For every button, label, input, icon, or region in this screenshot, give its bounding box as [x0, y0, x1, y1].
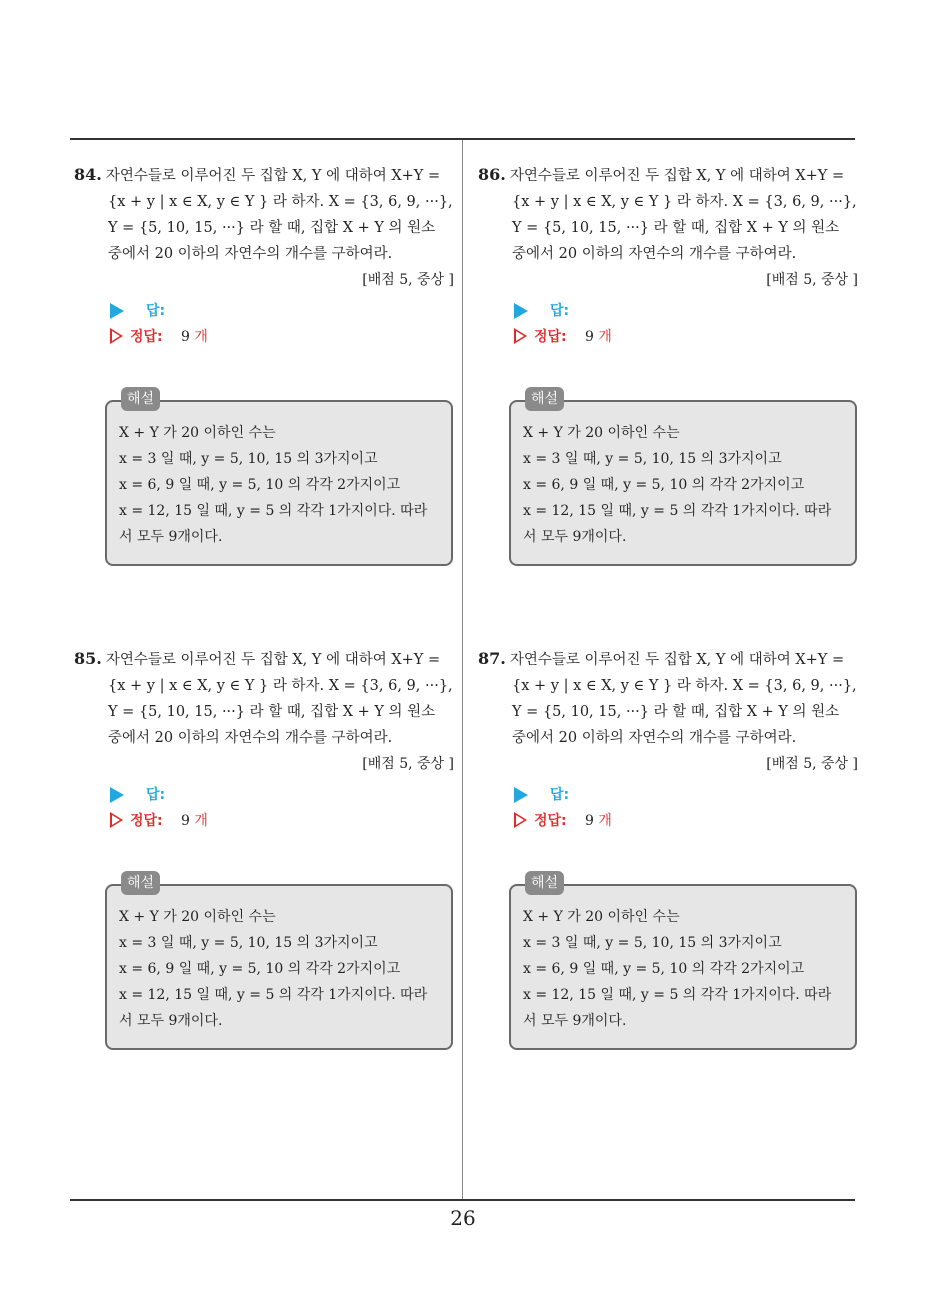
solution-tag: 해설	[121, 871, 160, 895]
question-line-1	[74, 162, 458, 189]
question-line-1	[74, 646, 458, 673]
solution-line: x = 3 일 때, y = 5, 10, 15 의 3가지이고	[119, 935, 378, 951]
question-text: 자연수들로 이루어진 두 집합 X, Y 에 대하여 X+Y =	[509, 652, 845, 668]
problem-84	[74, 162, 458, 349]
bottom-rule	[70, 1199, 855, 1201]
problem-85	[74, 646, 458, 833]
answer-row	[478, 781, 862, 807]
outline-triangle-icon	[110, 812, 123, 828]
correct-value	[585, 810, 612, 830]
problem-86	[478, 162, 862, 349]
solution-line: x = 12, 15 일 때, y = 5 의 각각 1가지이다. 따라	[119, 987, 428, 1003]
problem-number: 86.	[478, 165, 506, 184]
solution-tag: 해설	[525, 387, 564, 411]
solution-line: X + Y 가 20 이하인 수는	[523, 909, 680, 925]
question-line-3: Y = {5, 10, 15, ···} 라 할 때, 집합 X + Y 의 원소	[512, 220, 840, 236]
solution-line: x = 12, 15 일 때, y = 5 의 각각 1가지이다. 따라	[523, 987, 832, 1003]
solution-line: x = 6, 9 일 때, y = 5, 10 의 각각 2가지이고	[119, 961, 401, 977]
question-line-1	[478, 646, 862, 673]
outline-triangle-icon	[514, 328, 527, 344]
score-label: [배점 5, 중상 ]	[766, 272, 858, 288]
answer-label: 답:	[146, 303, 166, 319]
solution-line: x = 6, 9 일 때, y = 5, 10 의 각각 2가지이고	[523, 961, 805, 977]
question-line-4: 중에서 20 이하의 자연수의 개수를 구하여라.	[512, 730, 797, 746]
question-line-2: {x + y | x ∈ X, y ∈ Y } 라 하자. X = {3, 6, 9, ···},	[512, 678, 857, 694]
correct-answer-row	[478, 323, 862, 349]
score-label: [배점 5, 중상 ]	[766, 756, 858, 772]
solution-line: 서 모두 9개이다.	[119, 529, 223, 545]
solution-box	[509, 391, 857, 566]
solution-tag: 해설	[121, 387, 160, 411]
solution-line: x = 3 일 때, y = 5, 10, 15 의 3가지이고	[523, 935, 782, 951]
correct-unit: 개	[194, 813, 208, 829]
solution-text	[119, 420, 427, 550]
problem-number: 84.	[74, 165, 102, 184]
correct-value	[181, 810, 208, 830]
correct-unit: 개	[194, 329, 208, 345]
solution-text	[119, 904, 427, 1034]
solution-box	[105, 875, 453, 1050]
correct-unit: 개	[598, 813, 612, 829]
solution-line: x = 12, 15 일 때, y = 5 의 각각 1가지이다. 따라	[119, 503, 428, 519]
question-line-2: {x + y | x ∈ X, y ∈ Y } 라 하자. X = {3, 6, 9, ···},	[108, 194, 453, 210]
question-line-1	[478, 162, 862, 189]
solution-text	[523, 420, 831, 550]
play-triangle-icon	[110, 303, 124, 319]
question-line-3: Y = {5, 10, 15, ···} 라 할 때, 집합 X + Y 의 원소	[512, 704, 840, 720]
solution-line: X + Y 가 20 이하인 수는	[119, 425, 276, 441]
answer-label: 답:	[550, 303, 570, 319]
solution-line: 서 모두 9개이다.	[119, 1013, 223, 1029]
correct-label: 정답:	[130, 329, 163, 345]
question-line-4: 중에서 20 이하의 자연수의 개수를 구하여라.	[108, 730, 393, 746]
play-triangle-icon	[110, 787, 124, 803]
correct-value	[585, 326, 612, 346]
outline-triangle-icon	[514, 812, 527, 828]
correct-label: 정답:	[534, 813, 567, 829]
problem-87	[478, 646, 862, 833]
correct-unit: 개	[598, 329, 612, 345]
solution-line: x = 12, 15 일 때, y = 5 의 각각 1가지이다. 따라	[523, 503, 832, 519]
page-number: 26	[450, 1206, 476, 1230]
play-triangle-icon	[514, 303, 528, 319]
answer-row	[74, 781, 458, 807]
solution-box	[509, 875, 857, 1050]
solution-line: X + Y 가 20 이하인 수는	[523, 425, 680, 441]
solution-line: x = 3 일 때, y = 5, 10, 15 의 3가지이고	[523, 451, 782, 467]
question-line-2: {x + y | x ∈ X, y ∈ Y } 라 하자. X = {3, 6, 9, ···},	[512, 194, 857, 210]
column-divider	[462, 140, 463, 1199]
outline-triangle-icon	[110, 328, 123, 344]
correct-number: 9	[181, 813, 190, 829]
score-label: [배점 5, 중상 ]	[362, 756, 454, 772]
correct-answer-row	[478, 807, 862, 833]
correct-value	[181, 326, 208, 346]
problem-number: 85.	[74, 649, 102, 668]
question-line-2: {x + y | x ∈ X, y ∈ Y } 라 하자. X = {3, 6, 9, ···},	[108, 678, 453, 694]
question-text: 자연수들로 이루어진 두 집합 X, Y 에 대하여 X+Y =	[105, 168, 441, 184]
question-line-4: 중에서 20 이하의 자연수의 개수를 구하여라.	[108, 246, 393, 262]
correct-number: 9	[181, 329, 190, 345]
answer-label: 답:	[146, 787, 166, 803]
solution-box	[105, 391, 453, 566]
question-line-4: 중에서 20 이하의 자연수의 개수를 구하여라.	[512, 246, 797, 262]
solution-line: x = 6, 9 일 때, y = 5, 10 의 각각 2가지이고	[119, 477, 401, 493]
question-line-3: Y = {5, 10, 15, ···} 라 할 때, 집합 X + Y 의 원소	[108, 704, 436, 720]
answer-row	[74, 297, 458, 323]
correct-number: 9	[585, 329, 594, 345]
correct-answer-row	[74, 807, 458, 833]
correct-label: 정답:	[130, 813, 163, 829]
answer-label: 답:	[550, 787, 570, 803]
question-line-3: Y = {5, 10, 15, ···} 라 할 때, 집합 X + Y 의 원소	[108, 220, 436, 236]
score-label: [배점 5, 중상 ]	[362, 272, 454, 288]
question-text: 자연수들로 이루어진 두 집합 X, Y 에 대하여 X+Y =	[105, 652, 441, 668]
answer-row	[478, 297, 862, 323]
solution-line: X + Y 가 20 이하인 수는	[119, 909, 276, 925]
solution-line: 서 모두 9개이다.	[523, 529, 627, 545]
correct-label: 정답:	[534, 329, 567, 345]
solution-line: 서 모두 9개이다.	[523, 1013, 627, 1029]
correct-answer-row	[74, 323, 458, 349]
solution-line: x = 6, 9 일 때, y = 5, 10 의 각각 2가지이고	[523, 477, 805, 493]
play-triangle-icon	[514, 787, 528, 803]
solution-tag: 해설	[525, 871, 564, 895]
solution-text	[523, 904, 831, 1034]
question-text: 자연수들로 이루어진 두 집합 X, Y 에 대하여 X+Y =	[509, 168, 845, 184]
correct-number: 9	[585, 813, 594, 829]
problem-number: 87.	[478, 649, 506, 668]
solution-line: x = 3 일 때, y = 5, 10, 15 의 3가지이고	[119, 451, 378, 467]
